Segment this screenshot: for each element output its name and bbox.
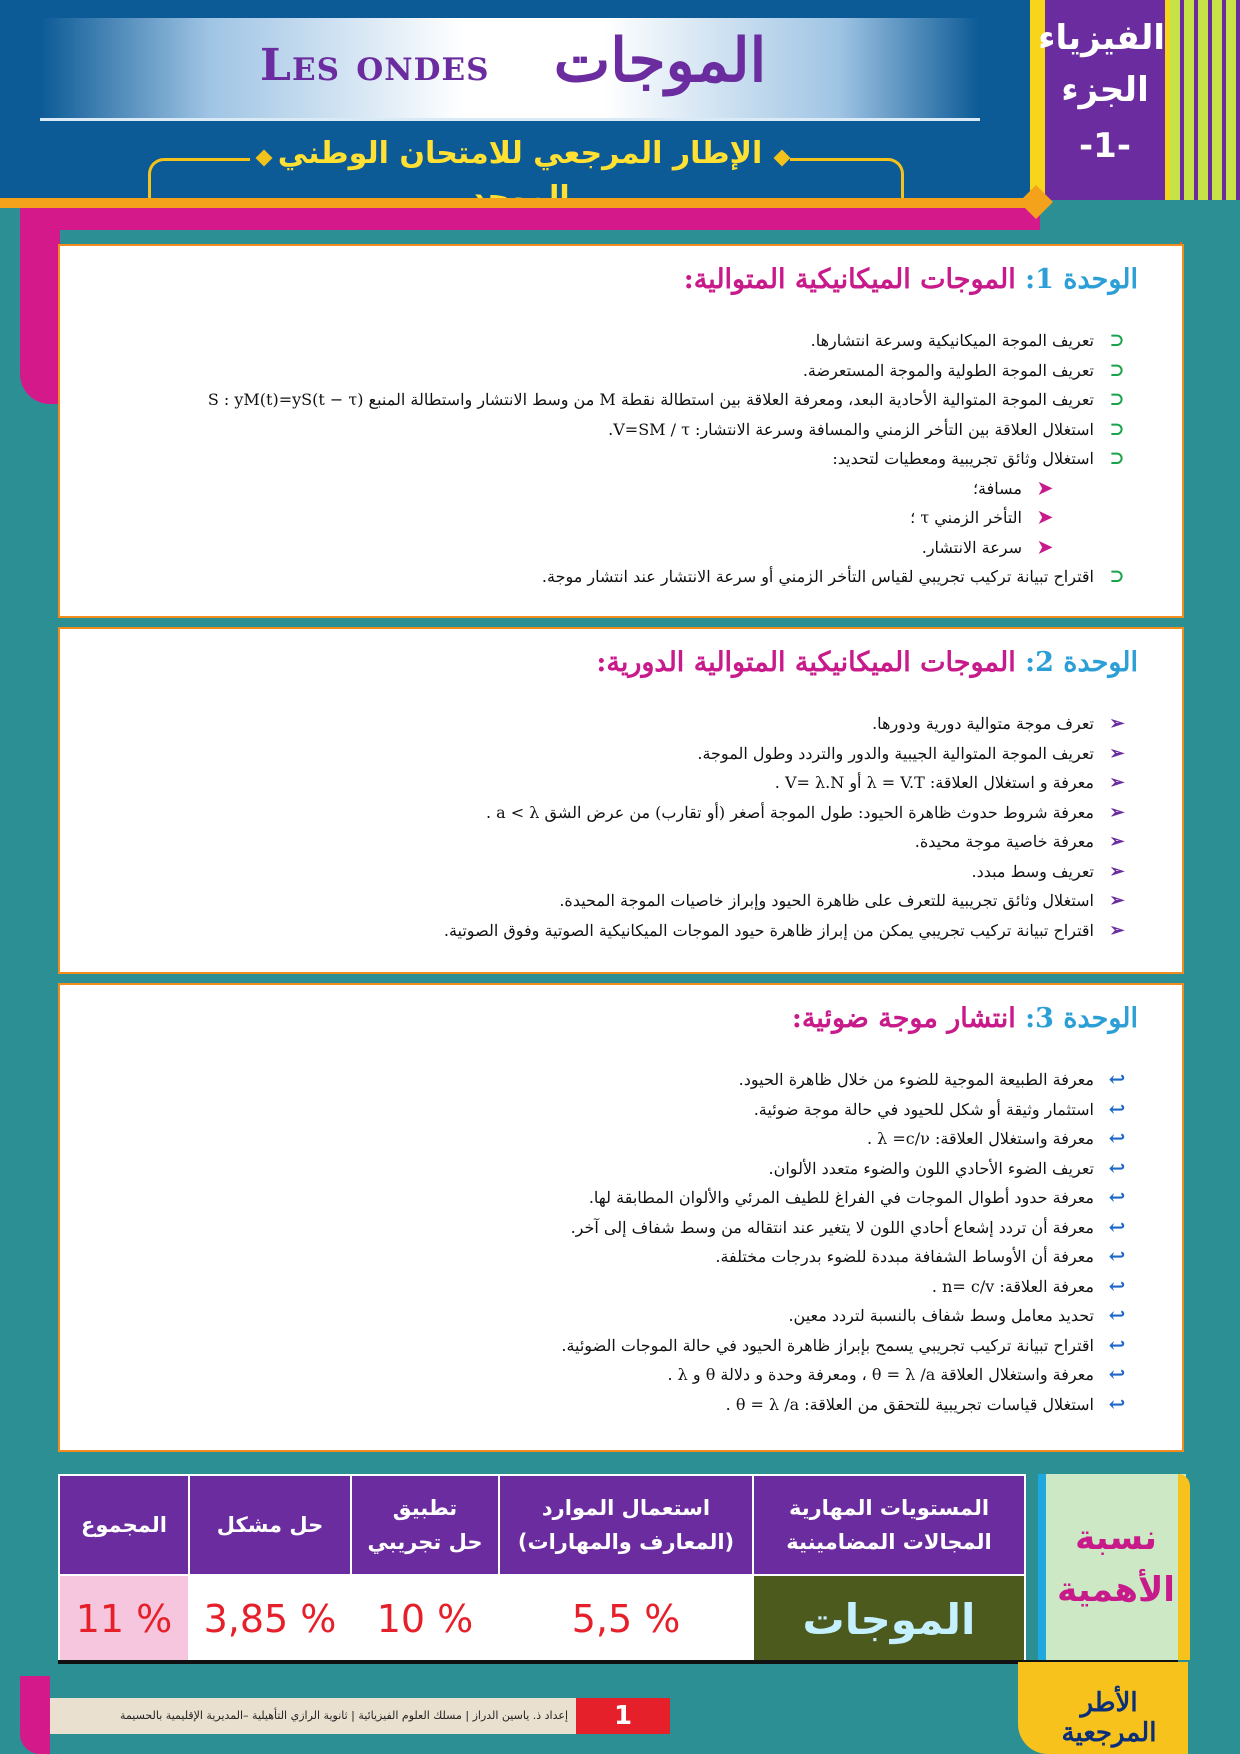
return-arrow-icon: ↩ [1108, 1244, 1126, 1268]
subject-part-label: الجزء [1061, 70, 1149, 110]
arrowhead-icon: ➤ [1037, 477, 1053, 499]
unit-3-list [561, 1065, 1132, 1419]
return-arrow-icon: ↩ [1108, 1273, 1126, 1298]
title-french: Les ondes [260, 40, 490, 91]
list-item [561, 1360, 1132, 1390]
page-number: 1 [576, 1698, 670, 1734]
circle-arrow-icon: ⊂ [1109, 389, 1125, 410]
unit-2-list [444, 709, 1132, 945]
subtitle: الإطار المرجعي للامتحان الوطني [250, 132, 790, 176]
list-subitem [208, 503, 1132, 533]
value-resources: 5,5 % [499, 1575, 753, 1663]
header-problem-label: حل مشكل [216, 1513, 324, 1537]
item-text: معرفة أن الأوساط الشفافة مبددة للضوء بدرجات مختلفة. [715, 1247, 1094, 1266]
return-arrow-icon: ↩ [1108, 1096, 1126, 1121]
header-practical-line-2: حل تجريبي [367, 1530, 483, 1554]
list-item [561, 1183, 1132, 1213]
return-arrow-icon: ↩ [1108, 1362, 1126, 1386]
header-resources-line-1: استعمال الموارد [541, 1496, 711, 1520]
value-practical: 10 % [351, 1575, 499, 1663]
item-text: تعريف وسط مبدد. [971, 861, 1094, 881]
item-text: مسافة؛ [972, 478, 1022, 498]
item-text: معرفة واستغلال العلاقة θ = λ /a ، ومعرفة وحدة و دلالة θ و λ . [667, 1365, 1094, 1384]
value-problem: 3,85 % [189, 1575, 351, 1663]
subject-part-number: -1- [1079, 126, 1131, 166]
list-item [208, 356, 1132, 386]
table-bottom-rule [58, 1660, 1178, 1664]
item-text: معرفة حدود أطوال الموجات في الفراغ للطيف المرئي والألوان المطابقة لها. [588, 1188, 1094, 1207]
item-text: تعريف الموجة الطولية والموجة المستعرضة. [802, 360, 1094, 380]
list-item [444, 739, 1132, 769]
header-resources-line-2: (المعارف والمهارات) [517, 1530, 735, 1554]
list-item [444, 857, 1132, 887]
arrowhead-icon: ➤ [1037, 507, 1053, 528]
header-domains-line-1: المستويات المهارية [788, 1496, 990, 1520]
item-text: تعريف الضوء الأحادي اللون والضوء متعدد الألوان. [768, 1158, 1094, 1178]
list-item [444, 798, 1132, 828]
list-item [444, 827, 1132, 857]
title-arabic: الموجات [553, 26, 767, 96]
list-item [561, 1301, 1132, 1331]
list-item [561, 1065, 1132, 1095]
arrowhead-icon: ➢ [1109, 742, 1125, 764]
header-practical [351, 1475, 499, 1575]
item-text: معرفة أن تردد إشعاع أحادي اللون لا يتغير عند انتقاله من وسط شفاف إلى آخر. [570, 1217, 1094, 1237]
unit-2-label: الوحدة 2: [1025, 647, 1138, 678]
item-text: اقتراح تبيانة تركيب تجريبي يمكن من إبراز ظاهرة حيود الموجات الميكانيكية الصوتية وفوق الصوتية. [443, 920, 1094, 940]
unit-3-label: الوحدة 3: [1025, 1003, 1138, 1034]
footer-accent [20, 1676, 50, 1754]
item-text: اقتراح تبيانة تركيب تجريبي لقياس التأخر الزمني أو سرعة الانتشار عند انتشار موجة. [541, 567, 1094, 586]
header-divider [0, 198, 1040, 208]
return-arrow-icon: ↩ [1108, 1067, 1126, 1091]
item-text: معرفة العلاقة: n= c/v . [931, 1276, 1094, 1296]
list-item [561, 1154, 1132, 1184]
arrowhead-icon: ➢ [1109, 860, 1125, 882]
item-text: استغلال العلاقة بين التأخر الزمني والمسافة وسرعة الانتشار: V=SM / τ. [608, 419, 1094, 439]
list-item [444, 709, 1132, 739]
header-domains [753, 1475, 1025, 1575]
list-item [208, 444, 1132, 474]
header-practical-line-1: تطبيق [392, 1496, 458, 1520]
list-item [561, 1242, 1132, 1272]
return-arrow-icon: ↩ [1108, 1391, 1126, 1416]
unit-3-heading: انتشار موجة ضوئية: [791, 1003, 1016, 1034]
weights-table [58, 1474, 1026, 1664]
footer-credits: إعداد ذ. ياسين الدراز | مسلك العلوم الفيزيائية | ثانوية الرازي التأهيلية –المديرية الإقليمية بالحسيمة [120, 1709, 568, 1722]
item-text: تعرف موجة متوالية دورية ودورها. [872, 714, 1094, 733]
list-item [444, 916, 1132, 946]
list-item [561, 1095, 1132, 1125]
item-text: التأخر الزمني τ ؛ [910, 508, 1022, 527]
list-item [208, 326, 1132, 356]
weights-table-wrapper [58, 1474, 1178, 1660]
list-item [561, 1331, 1132, 1361]
circle-arrow-icon: ⊂ [1109, 418, 1125, 440]
return-arrow-icon: ↩ [1108, 1126, 1126, 1150]
list-item [561, 1390, 1132, 1420]
unit-1-list [208, 326, 1132, 592]
item-text: استغلال قياسات تجريبية للتحقق من العلاقة: θ = λ /a . [725, 1394, 1094, 1414]
item-text: معرفة واستغلال العلاقة: λ =c/ν . [867, 1129, 1094, 1148]
list-item [208, 385, 1132, 415]
left-accent [20, 208, 60, 404]
item-text: معرفة الطبيعة الموجية للضوء من خلال ظاهرة الحيود. [738, 1070, 1094, 1089]
item-text: معرفة خاصية موجة محيدة. [914, 832, 1094, 851]
header-total [59, 1475, 189, 1575]
weights-label-line-2: الأهمية [1057, 1570, 1175, 1610]
arrowhead-icon: ➢ [1109, 713, 1125, 734]
value-total: 11 % [59, 1575, 189, 1663]
arrowhead-icon: ➤ [1037, 536, 1053, 558]
value-domain: الموجات [753, 1575, 1025, 1663]
header-accent-line [30, 208, 1040, 230]
list-item [561, 1272, 1132, 1302]
item-text: معرفة شروط حدوث ظاهرة الحيود: طول الموجة أصغر (أو تقارب) من عرض الشق a < λ . [485, 802, 1094, 822]
arrowhead-icon: ➢ [1109, 831, 1125, 852]
circle-arrow-icon: ⊂ [1109, 359, 1125, 381]
arrowhead-icon: ➢ [1109, 890, 1125, 911]
list-subitem [208, 533, 1132, 563]
item-text: استغلال وثائق تجريبية ومعطيات لتحديد: [832, 449, 1094, 468]
list-item [208, 562, 1132, 592]
unit-1-panel [58, 244, 1184, 618]
item-text: تعريف الموجة المتوالية الأحادية البعد، ومعرفة العلاقة بين استطالة نقطة M من وسط الانتشار واستطالة المنبع S : yM(t)=yS(t − τ) [207, 390, 1094, 409]
footer-tab-label: الأطر المرجعية [1061, 1688, 1157, 1748]
subject-name: الفيزياء [1038, 18, 1165, 58]
item-text: معرفة و استغلال العلاقة: λ = V.T أو V= λ.N . [774, 773, 1094, 792]
item-text: استثمار وثيقة أو شكل للحيود في حالة موجة ضوئية. [753, 1099, 1094, 1119]
weights-label [1038, 1474, 1186, 1660]
header-problem [189, 1475, 351, 1575]
item-text: تعريف الموجة المتوالية الجيبية والدور والتردد وطول الموجة. [697, 743, 1094, 763]
unit-1-label: الوحدة 1: [1025, 264, 1138, 295]
circle-arrow-icon: ⊂ [1109, 566, 1125, 587]
weights-label-line-1: نسبة [1075, 1518, 1157, 1558]
title-banner [40, 18, 980, 121]
unit-3-panel [58, 983, 1184, 1452]
unit-2-title [596, 647, 1138, 678]
return-arrow-icon: ↩ [1108, 1214, 1126, 1239]
item-text: استغلال وثائق تجريبية للتعرف على ظاهرة الحيود وإبراز خاصيات الموجة المحيدة. [559, 891, 1094, 910]
item-text: سرعة الانتشار. [921, 537, 1022, 557]
unit-2-panel [58, 627, 1184, 974]
list-item [561, 1213, 1132, 1243]
header-total-label: المجموع [81, 1513, 167, 1537]
return-arrow-icon: ↩ [1108, 1332, 1126, 1357]
item-text: تعريف الموجة الميكانيكية وسرعة انتشارها. [810, 331, 1094, 350]
decorative-stripes [1170, 0, 1240, 200]
header-resources [499, 1475, 753, 1575]
table-accent [1178, 1474, 1190, 1660]
arrowhead-icon: ➢ [1109, 919, 1125, 941]
return-arrow-icon: ↩ [1108, 1303, 1126, 1327]
return-arrow-icon: ↩ [1108, 1185, 1126, 1209]
list-item [561, 1124, 1132, 1154]
unit-2-heading: الموجات الميكانيكية المتوالية الدورية: [596, 647, 1016, 678]
subject-panel [1038, 0, 1165, 200]
item-text: اقتراح تبيانة تركيب تجريبي يسمح بإبراز ظاهرة الحيود في حالة الموجات الضوئية. [561, 1335, 1094, 1355]
return-arrow-icon: ↩ [1108, 1155, 1126, 1180]
unit-1-heading: الموجات الميكانيكية المتوالية: [683, 264, 1016, 295]
arrowhead-icon: ➢ [1109, 801, 1125, 823]
item-text: تحديد معامل وسط شفاف بالنسبة لتردد معين. [788, 1306, 1094, 1325]
header-domains-line-2: المجالات المضامينية [786, 1530, 992, 1554]
unit-3-title [792, 1003, 1138, 1034]
list-item [444, 886, 1132, 916]
circle-arrow-icon: ⊂ [1109, 448, 1125, 469]
unit-1-title [684, 264, 1138, 295]
circle-arrow-icon: ⊂ [1109, 330, 1125, 351]
list-item [208, 415, 1132, 445]
list-subitem [208, 474, 1132, 504]
list-item [444, 768, 1132, 798]
arrowhead-icon: ➢ [1109, 772, 1125, 793]
